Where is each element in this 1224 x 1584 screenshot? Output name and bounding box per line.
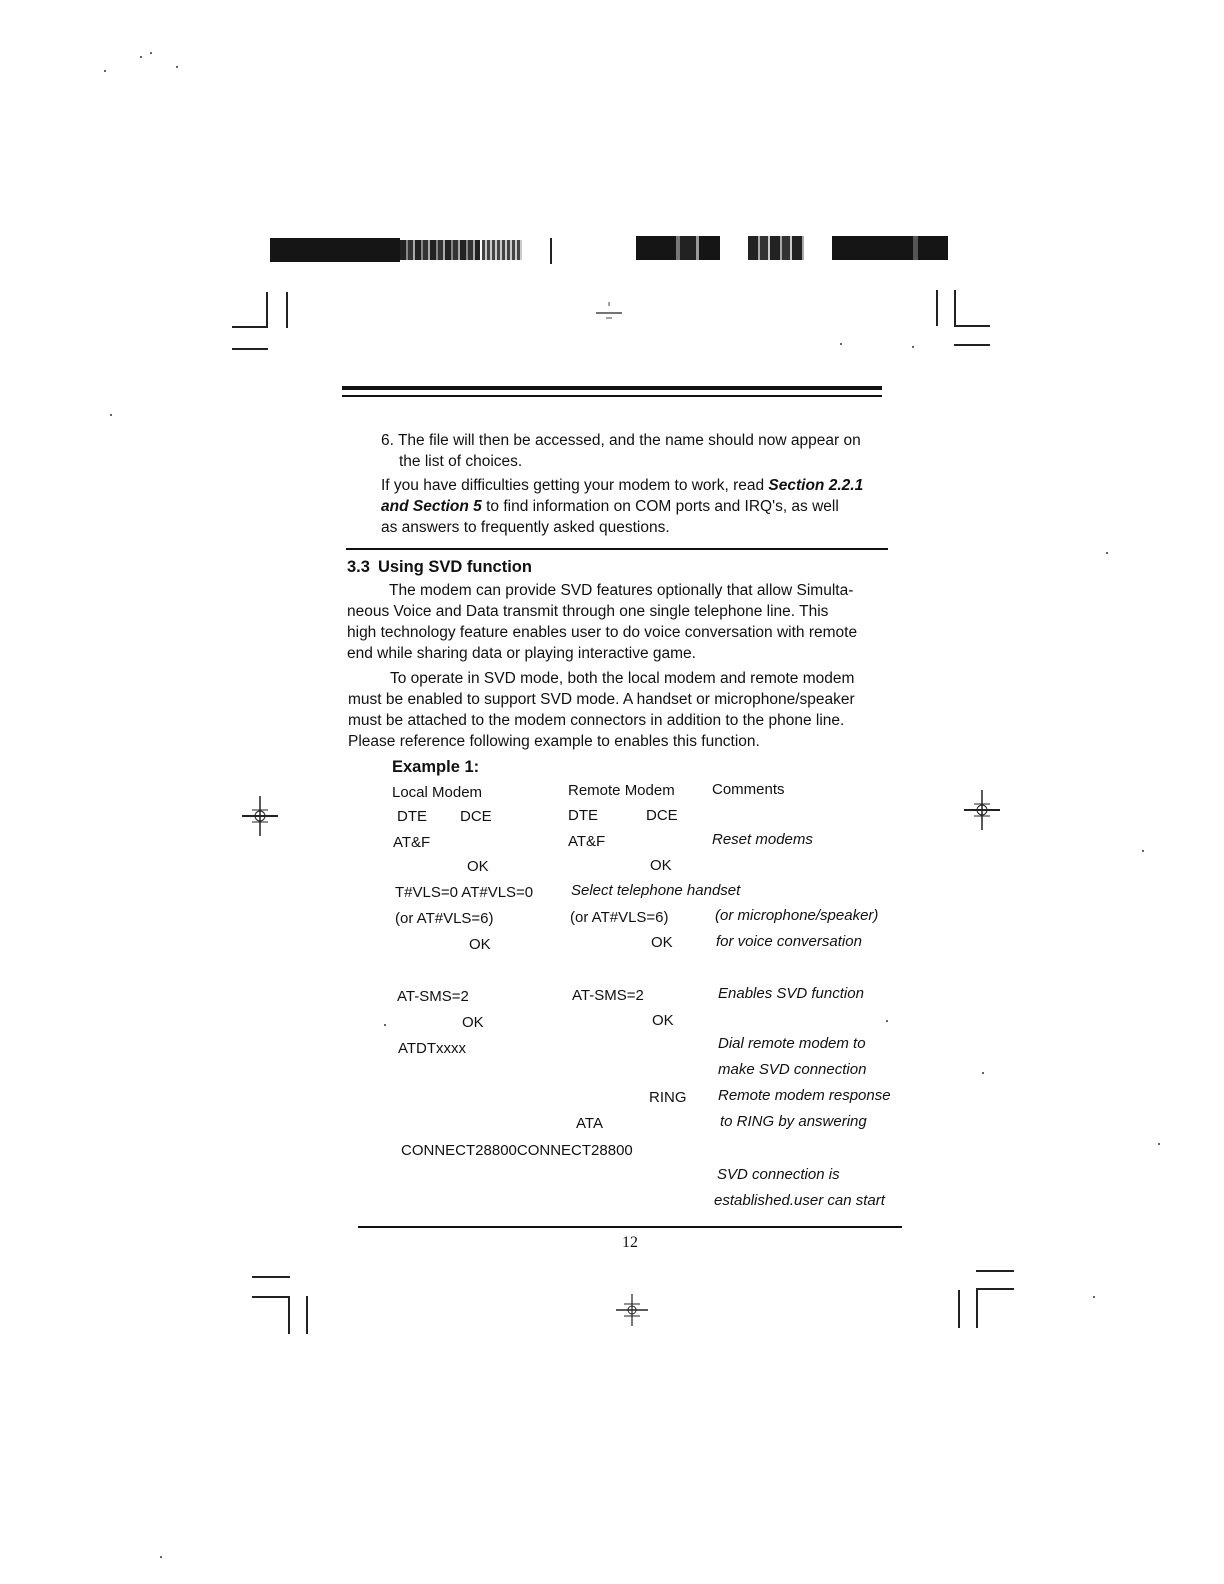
comment-mic-speaker: (or microphone/speaker): [715, 907, 879, 924]
ok-remote-2: OK: [651, 934, 673, 951]
registration-mark-left: [240, 796, 280, 836]
cmd-atf-remote: AT&F: [568, 833, 606, 850]
section-rule: [346, 548, 888, 550]
comment-dial-1: Dial remote modem to: [718, 1035, 866, 1052]
comment-reset: Reset modems: [712, 831, 813, 848]
remote-dte: DTE: [568, 807, 598, 824]
cmd-ata-remote: ATA: [576, 1115, 603, 1132]
comment-dial-2: make SVD connection: [718, 1061, 867, 1078]
registration-mark-right: [962, 790, 1002, 830]
col-local-modem: Local Modem: [392, 784, 483, 801]
help-text-intro: If you have difficulties getting your modem to work, read: [381, 477, 769, 494]
item-number: 6.: [381, 432, 394, 449]
registration-mark-bottom: [614, 1292, 650, 1328]
help-text-middle: to find information on COM ports and IRQ's, as well: [481, 498, 839, 515]
cmd-sms-remote: AT-SMS=2: [572, 987, 644, 1004]
ok-local-3: OK: [462, 1014, 484, 1031]
local-dce: DCE: [460, 808, 492, 825]
cmd-vls6-remote: (or AT#VLS=6): [570, 909, 669, 926]
ok-local-1: OK: [467, 858, 489, 875]
remote-dce: DCE: [646, 807, 678, 824]
header-bar-left: [270, 236, 528, 264]
section-number: 3.3: [347, 558, 370, 576]
registration-mark-top: [594, 296, 624, 326]
connect-result: CONNECT28800CONNECT28800: [401, 1142, 633, 1159]
comment-enable-svd: Enables SVD function: [718, 985, 864, 1002]
comment-voice: for voice conversation: [716, 933, 862, 950]
item-text-line1: The file will then be accessed, and the name should now appear on: [397, 432, 861, 449]
help-paragraph: [381, 475, 901, 538]
svd-operate-paragraph: To operate in SVD mode, both the local modem and remote modem must be enabled to support SVD mode. A handset or microphone/speaker must be attached to the modem connectors in addition to the phone line. Please reference following example to enables this function.: [348, 670, 855, 750]
cmd-dial-local: ATDTxxxx: [398, 1040, 467, 1057]
page-number: 12: [622, 1234, 638, 1251]
svd-intro-paragraph: The modem can provide SVD features optionally that allow Simulta- neous Voice and Data transmit through one single telephone line. This high technology feature enables user to do voice conversation with remote end while sharing data or playing interactive game.: [347, 582, 858, 662]
comment-select-handset: Select telephone handset: [571, 882, 741, 899]
ring-remote: RING: [649, 1089, 687, 1106]
local-dte: DTE: [397, 808, 427, 825]
ok-local-2: OK: [469, 936, 491, 953]
cmd-sms-local: AT-SMS=2: [397, 988, 469, 1005]
comment-ring-1: Remote modem response: [718, 1087, 891, 1104]
section-title: Using SVD function: [377, 558, 532, 576]
col-comments: Comments: [712, 781, 785, 798]
comment-ring-2: to RING by answering: [720, 1113, 867, 1130]
cmd-atf-local: AT&F: [393, 834, 431, 851]
section-ref-2-2-1: Section 2.2.1: [768, 477, 864, 494]
item-text-line2: the list of choices.: [399, 453, 523, 470]
example-title: Example 1:: [392, 758, 480, 776]
help-text-end: as answers to frequently asked questions.: [381, 519, 670, 536]
list-item-6: [381, 430, 901, 472]
col-remote-modem: Remote Modem: [568, 782, 675, 799]
cmd-vls-local: T#VLS=0 AT#VLS=0: [395, 884, 534, 901]
ok-remote-3: OK: [652, 1012, 674, 1029]
comment-conn-1: SVD connection is: [717, 1166, 840, 1183]
cmd-vls6-local: (or AT#VLS=6): [395, 910, 494, 927]
header-bar-right: [636, 234, 948, 262]
section-heading: [347, 558, 532, 577]
comment-conn-2: established.user can start: [714, 1192, 885, 1209]
bottom-rule: [358, 1226, 902, 1228]
header-tick: [550, 238, 552, 264]
ok-remote-1: OK: [650, 857, 672, 874]
section-ref-5: and Section 5: [381, 498, 482, 515]
